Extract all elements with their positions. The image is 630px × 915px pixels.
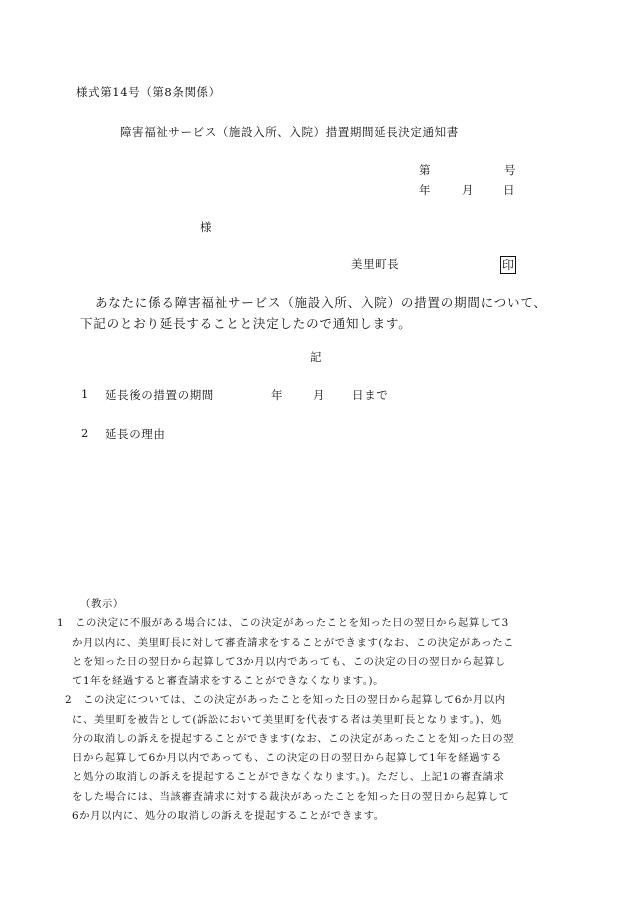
item2-label: 延長の理由 [105,427,166,441]
body-line-2: 下記のとおり延長することと決定したので通知します。 [80,316,412,331]
notice-heading: （教示） [80,598,124,610]
item1-until: 日まで [352,388,389,402]
ref-go: 号 [504,163,517,177]
notice-line: 2 この決定については、この決定があったことを知った日の翌日から起算して6か月以内 [65,694,506,706]
notice-line: とを知った日の翌日から起算して3か月以内であっても、この決定の日の翌日から起算し [72,656,506,668]
body-line-1: あなたに係る障害福祉サービス（施設入所、入院）の措置の期間について、 [95,295,547,310]
item1-number: 1 [81,387,89,401]
notice-line: と処分の取消しの訴えを提起することができなくなります。)。ただし、上記1の審査請求 [72,771,505,783]
item2-number: 2 [81,426,89,440]
notice-line: 1 この決定に不服がある場合には、この決定があったことを知った日の翌日から起算して3 [57,617,509,629]
ref-dai: 第 [419,163,432,177]
item1-month: 月 [313,388,326,402]
notice-line: 分の取消しの訴えを提起することができます(なお、この決定があったことを知った日の翌 [72,733,515,745]
notice-line: て1年を経過すると審査請求をすることができなくなります。)。 [72,675,385,687]
item1-label: 延長後の措置の期間 [105,388,214,402]
notice-line: をした場合には、当該審査請求に対する裁決があったことを知った日の翌日から起算して [72,791,510,803]
notice-line: に、美里町を被告として(訴訟において美里町を代表する者は美里町長となります。)、処 [72,714,502,726]
ki-heading: 記 [310,350,323,364]
recipient-sama: 様 [200,220,213,234]
issuer: 美里町長 [351,257,400,271]
date-year: 年 [419,183,432,197]
seal-stamp [500,254,516,274]
form-number: 様式第14号（第8条関係） [76,85,221,99]
date-month: 月 [462,183,475,197]
document-title: 障害福祉サービス（施設入所、入院）措置期間延長決定通知書 [120,125,459,139]
seal-label: 印 [501,258,514,272]
notice-line: 6か月以内に、処分の取消しの訴えを提起することができます。 [72,810,385,822]
date-day: 日 [503,183,516,197]
notice-line: か月以内に、美里町長に対して審査請求をすることができます(なお、この決定があったこ [72,637,515,649]
notice-line: 日から起算して6か月以内であっても、この決定の日の翌日から起算して1年を経過する [72,752,502,764]
item1-year: 年 [271,388,284,402]
